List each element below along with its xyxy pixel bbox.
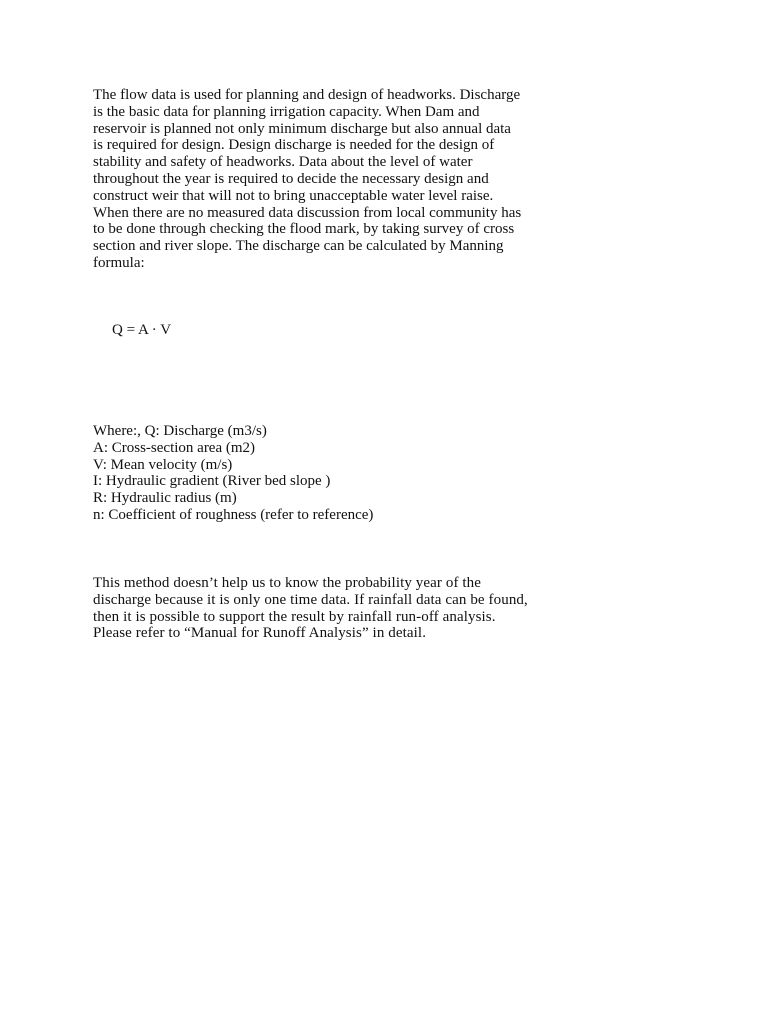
paragraph-line: Please refer to “Manual for Runoff Analysis” in detail. xyxy=(93,625,427,642)
definition-item: A: Cross-section area (m2) xyxy=(93,439,256,456)
paragraph-line: construct weir that will not to bring unacceptable water level raise. xyxy=(93,187,494,204)
paragraph-line: is required for design. Design discharge is needed for the design of xyxy=(93,137,495,154)
definition-item: Where:, Q: Discharge (m3/s) xyxy=(93,423,267,439)
paragraph-line: throughout the year is required to decide the necessary design and xyxy=(93,170,489,187)
paragraph-line: This method doesn’t help us to know the probability year of the xyxy=(93,575,482,591)
paragraph-line: The flow data is used for planning and design of headworks. Discharge xyxy=(93,87,521,103)
paragraph-line: reservoir is planned not only minimum discharge but also annual data xyxy=(93,120,511,137)
paragraph-line: stability and safety of headworks. Data about the level of water xyxy=(93,154,473,171)
paragraph-line: section and river slope. The discharge can be calculated by Manning xyxy=(93,238,504,255)
method-note-paragraph xyxy=(93,575,553,642)
definition-item: R: Hydraulic radius (m) xyxy=(93,490,237,507)
definition-item: V: Mean velocity (m/s) xyxy=(93,456,233,473)
definition-item: I: Hydraulic gradient (River bed slope ) xyxy=(93,473,331,490)
paragraph-line: is the basic data for planning irrigation capacity. When Dam and xyxy=(93,103,480,120)
paragraph-line: formula: xyxy=(93,254,145,271)
paragraph-line: to be done through checking the flood mark, by taking survey of cross xyxy=(93,221,515,238)
variable-definitions xyxy=(93,423,553,524)
paragraph-line: When there are no measured data discussion from local community has xyxy=(93,204,522,221)
paragraph-line: discharge because it is only one time data. If rainfall data can be found, xyxy=(93,591,528,608)
paragraph-line: then it is possible to support the result by rainfall run-off analysis. xyxy=(93,608,496,625)
definition-item: n: Coefficient of roughness (refer to reference) xyxy=(93,506,374,523)
discharge-formula: Q = A · V xyxy=(112,322,172,338)
intro-paragraph xyxy=(93,87,553,272)
